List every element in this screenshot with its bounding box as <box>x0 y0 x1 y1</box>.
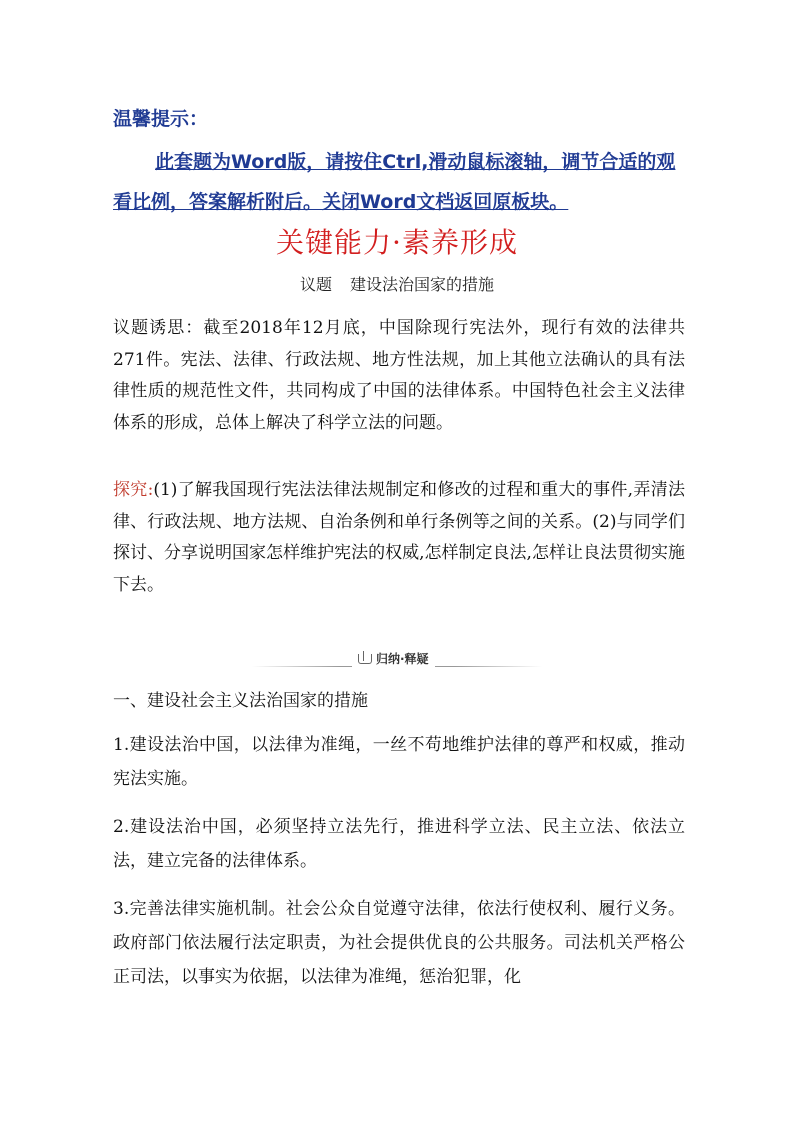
tip-title: 温馨提示： <box>113 108 209 130</box>
book-icon <box>358 654 372 664</box>
page-title: 关键能力·素养形成 <box>276 226 518 259</box>
list-item: 1.建设法治中国，以法律为准绳，一丝不苟地维护法律的尊严和权威，推动宪法实施。 <box>113 735 685 789</box>
explore-label: 探究: <box>113 480 154 500</box>
explore-paragraph <box>113 475 685 601</box>
intro-paragraph: 议题诱思：截至2018年12月底，中国除现行宪法外，现行有效的法律共271件。宪法、法律、行政法规、地方性法规，加上其他立法确认的具有法律性质的规范性文件，共同构成了中国的法律体系。中国特色社会主义法律体系的形成，总体上解决了科学立法的问题。 <box>113 318 685 433</box>
section-divider <box>252 650 542 672</box>
topic-text: 建设法治国家的措施 <box>350 275 495 294</box>
topic-subtitle <box>0 272 794 295</box>
list-item: 2.建设法治中国，必须坚持立法先行，推进科学立法、民主立法、依法立法，建立完备的法律体系。 <box>113 817 685 871</box>
explore-text: (1)了解我国现行宪法法律法规制定和修改的过程和重大的事件,弄清法律、行政法规、地方法规、自治条例和单行条例等之间的关系。(2)与同学们探讨、分享说明国家怎样维护宪法的权威,怎样制定良法,怎样让良法贯彻实施下去。 <box>113 480 685 595</box>
tip-body: 此套题为Word版，请按住Ctrl,滑动鼠标滚轴，调节合适的观看比例，答案解析附后。关闭Word文档返回原板块。 <box>113 151 676 213</box>
divider-label: 归纳·释疑 <box>376 652 429 666</box>
divider-tag <box>352 650 435 667</box>
section-heading: 一、建设社会主义法治国家的措施 <box>113 691 368 711</box>
topic-label: 议题 <box>299 275 332 294</box>
list-item: 3.完善法律实施机制。社会公众自觉遵守法律，依法行使权利、履行义务。政府部门依法履行法定职责，为社会提供优良的公共服务。司法机关严格公正司法，以事实为依据，以法律为准绳，惩治犯罪，化 <box>113 899 685 987</box>
